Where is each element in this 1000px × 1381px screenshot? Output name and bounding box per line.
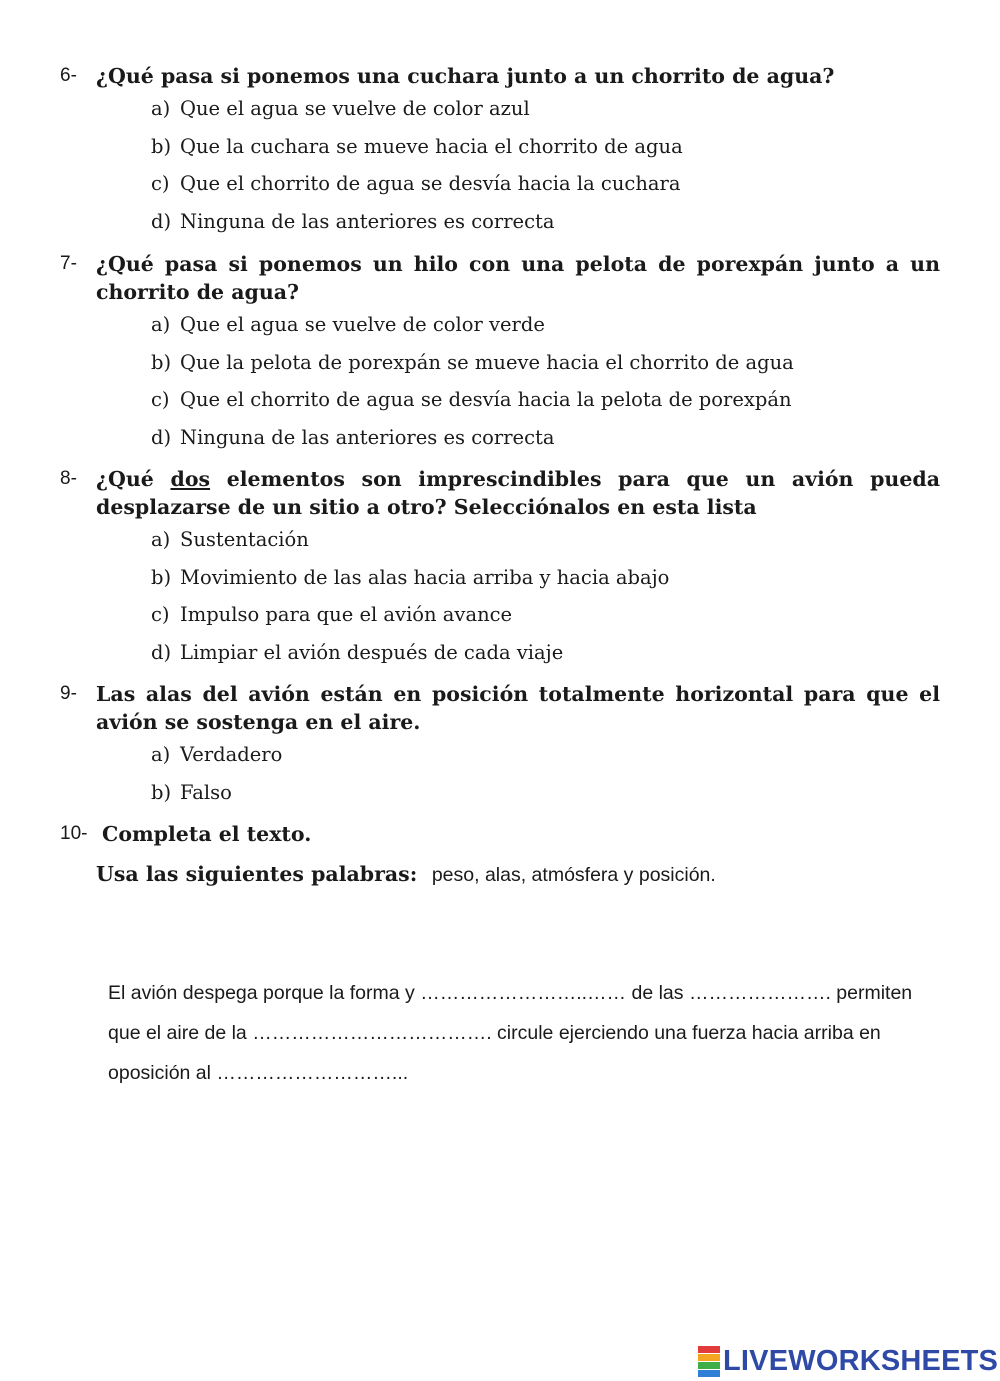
blank-4[interactable]: ………………………... bbox=[216, 1062, 409, 1084]
question-text: ¿Qué pasa si ponemos un hilo con una pelota de porexpán junto a un chorrito de agua? bbox=[96, 252, 940, 304]
liveworksheets-logo bbox=[698, 1344, 998, 1378]
option-a[interactable]: a) Que el agua se vuelve de color azul bbox=[151, 97, 530, 120]
option-a[interactable]: a) Que el agua se vuelve de color verde bbox=[151, 313, 545, 336]
question-number: 7- bbox=[60, 253, 77, 274]
option-b[interactable]: b) Que la pelota de porexpán se mueve hacia el chorrito de agua bbox=[151, 350, 794, 374]
option-b[interactable]: b) Que la cuchara se mueve hacia el chorrito de agua bbox=[151, 134, 683, 158]
option-c[interactable]: c) Que el chorrito de agua se desvía hacia la pelota de porexpán bbox=[151, 388, 792, 411]
option-b[interactable]: b) Falso bbox=[151, 780, 232, 804]
instruction-label: Usa las siguientes palabras: bbox=[96, 862, 418, 886]
question-number: 10- bbox=[60, 823, 88, 844]
option-a[interactable]: a) Verdadero bbox=[151, 743, 283, 766]
question-text: Completa el texto. bbox=[102, 822, 312, 846]
question-10 bbox=[60, 820, 940, 848]
option-d[interactable]: d) Ninguna de las anteriores es correcta bbox=[151, 209, 555, 233]
option-c[interactable]: c) Impulso para que el avión avance bbox=[151, 603, 513, 626]
word-bank-instruction bbox=[96, 860, 716, 889]
blank-1[interactable]: ……………………..…… bbox=[420, 982, 627, 1004]
option-b[interactable]: b) Movimiento de las alas hacia arriba y hacia abajo bbox=[151, 565, 670, 589]
question-9 bbox=[60, 680, 940, 817]
question-7 bbox=[60, 250, 940, 462]
question-text: Las alas del avión están en posición totalmente horizontal para que el avión se sostenga en el aire. bbox=[96, 682, 940, 734]
question-text: ¿Qué pasa si ponemos una cuchara junto a un chorrito de agua? bbox=[96, 64, 835, 88]
question-number: 8- bbox=[60, 468, 77, 489]
question-8 bbox=[60, 465, 940, 677]
underlined-word: dos bbox=[170, 467, 211, 491]
question-text: ¿Qué dos elementos son imprescindibles para que un avión pueda desplazarse de un sitio a otro? Selecciónalos en esta lista bbox=[96, 467, 940, 519]
question-6 bbox=[60, 62, 940, 246]
question-number: 9- bbox=[60, 683, 77, 704]
word-bank: peso, alas, atmósfera y posición. bbox=[431, 864, 716, 886]
option-a[interactable]: a) Sustentación bbox=[151, 528, 309, 551]
blank-2[interactable]: …………………. bbox=[688, 982, 831, 1004]
question-number: 6- bbox=[60, 65, 77, 86]
logo-text: LIVEWORKSHEETS bbox=[723, 1344, 999, 1377]
logo-icon bbox=[698, 1346, 720, 1377]
option-c[interactable]: c) Que el chorrito de agua se desvía hacia la cuchara bbox=[151, 172, 681, 195]
cloze-text: El avión despega porque la forma y ……………………..…… de las …………………. permiten que el aire de la ………………………………. circule ejerciendo una fuerza hacia arriba en oposición al ………………………... bbox=[108, 982, 913, 1084]
option-d[interactable]: d) Ninguna de las anteriores es correcta bbox=[151, 425, 555, 449]
option-d[interactable]: d) Limpiar el avión después de cada viaje bbox=[151, 640, 564, 664]
blank-3[interactable]: ………………………………. bbox=[252, 1022, 492, 1044]
